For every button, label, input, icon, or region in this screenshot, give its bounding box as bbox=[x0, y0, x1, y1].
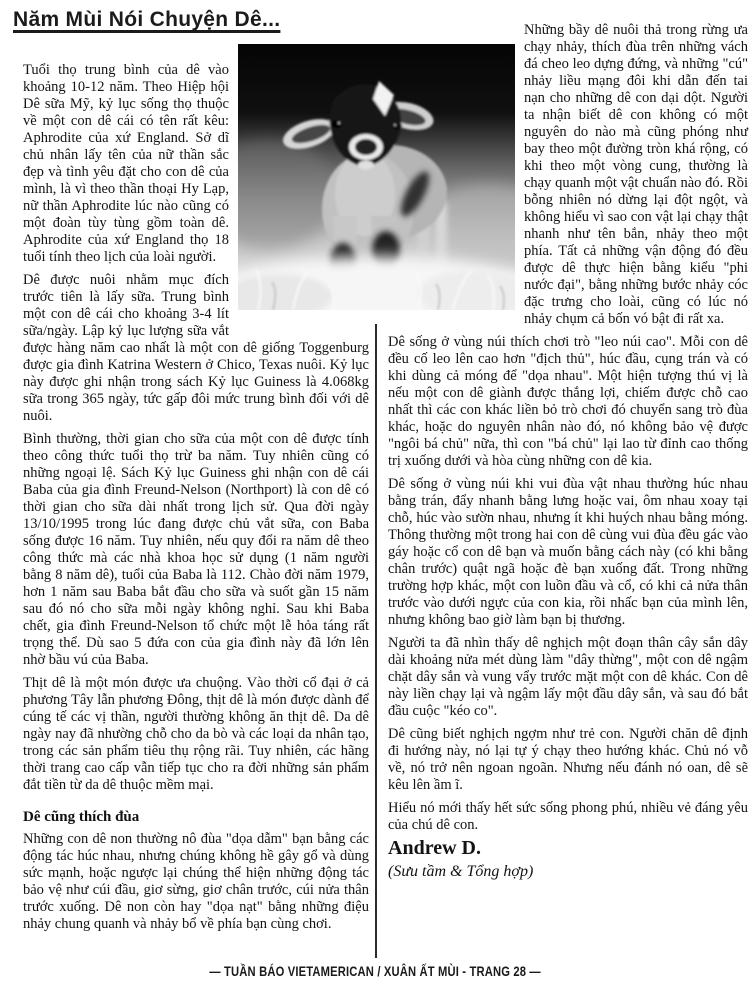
paragraph-forest-goats: Những bầy dê nuôi thả trong rừng ưa chạy nhảy, thích đùa trên những vách đá cheo leo dựng đứng, và những "cú" nhảy liều mạng đôi khi dẫn đến tai nạn cho những dê con dại dột. Người ta nhận biết dê con không có một nguyên do nào mà cũng phóng như bay theo một đường tròn khá rộng, có khi theo một vòng cung, thường là chạy quanh một vật chuẩn nào đó. Rồi bỗng nhiên nó dừng lại đột ngột, và không hiểu vì sao con vật lại chạy thật nhanh như tên bắn, nhảy theo một phía. Tất cả những vận động đó đều được dê thực hiện bằng kiểu "phi nước đại", bằng những bước nhảy cóc đặc trưng cho loài, cũng có lúc nó nhảy chụm cả bốn vó bật đi rất xa. bbox=[524, 22, 748, 327]
right-column bbox=[388, 22, 748, 886]
paragraph-goat-lifespan: Tuổi thọ trung bình của dê vào khoảng 10-12 năm. Theo Hiệp hội Dê sữa Mỹ, kỷ lục sống thọ thuộc về một con dê cái có tên rất kêu: Aphrodite của xứ England. Sở dĩ chủ nhân lấy tên của nữ thần sắc đẹp và tình yêu đặt cho con dê của mình, là vì theo thần thoại Hy Lạp, nữ thần Aphrodite lúc nào cũng có một đoàn tùy tùng gồm toàn dê. Aphrodite của xứ England thọ 18 tuổi tính theo lịch của loài người. bbox=[23, 62, 229, 265]
paragraph-wrestling: Dê sống ở vùng núi khi vui đùa vật nhau thường húc nhau bằng trán, đẩy nhanh bằng lưng hoặc vai, ôm nhau xoay tại chỗ, húc vào sườn nhau, nhưng ít khi huých nhau bằng móng. Thông thường một trong hai con dê cùng vui đùa đều gác vào gáy hoặc cổ con dê bạn và muốn bằng cách này (có khi bằng chân trước) quật ngã hoặc đè bạn xuống đất. Trong những trường hợp khác, một con luồn đầu và cổ, có khi cả nửa thân trước vào dưới ngực của con kia, rồi nhấc bạn của mình lên, nhưng không bao giờ làm bạn bị thương. bbox=[388, 476, 748, 628]
paragraph-closing: Hiểu nó mới thấy hết sức sống phong phú, nhiều vẻ đáng yêu của chú dê con. bbox=[388, 800, 748, 833]
paragraph-tug-of-war: Người ta đã nhìn thấy dê nghịch một đoạn thân cây sắn dây dài khoảng nửa mét dùng làm "dây thừng", một con dê ngậm chặt dây sắn và vung vẩy trước mặt một con dê khác. Con dê này liền chạy lại và ngậm lấy một đầu dây sắn, và sau đó bắt đầu cuộc "kéo co". bbox=[388, 635, 748, 719]
author-note: (Sưu tầm & Tổng hợp) bbox=[388, 863, 534, 880]
paragraph-baba-record: Bình thường, thời gian cho sữa của một con dê được tính theo công thức tuổi thọ trừ ba năm. Tuy nhiên cũng có những ngoại lệ. Sách Kỷ lục Guiness ghi nhận con dê cái Baba của gia đình Freund-Nelson (Northport) là con dê có thời gian cho sữa dài nhất trong lịch sử. Qua đời ngày 13/10/1995 trong lúc đang được chủ vắt sữa, con Baba sống được 16 năm. Tuy nhiên, nếu quy đổi ra năm dê theo công thức mà các nhà khoa học sử dụng (1 năm người bằng 8 năm dê), tuổi của Baba là 112. Chào đời năm 1979, hơn 1 năm sau Baba bắt đầu cho sữa và suốt gần 15 năm sau đó nó cho sữa mỗi ngày không nghỉ. Sau khi Baba chết, gia đình Freund-Nelson tổ chức một lễ hỏa táng rất trọng thể. Dù sao 5 đứa con của gia đình này đã lớn lên nhờ bầu vú của Baba. bbox=[23, 431, 369, 668]
page-footer bbox=[0, 963, 750, 979]
article-title: Năm Mùi Nói Chuyện Dê... bbox=[13, 8, 281, 31]
column-divider bbox=[375, 324, 377, 958]
section-heading: Dê cũng thích đùa bbox=[23, 809, 140, 825]
paragraph-mountain-game: Dê sống ở vùng núi thích chơi trò "leo núi cao". Mỗi con dê đều cố leo lên cao hơn "địch thủ", húc đầu, cụng trán và có khi dùng cả móng để "dọa nhau". Một hiện tượng thú vị là nếu một con dê giành được thắng lợi, chiếm được chỗ cao nhất thì các con khác liền bỏ trò chơi đó chuyển sang trò đùa khác, hoặc do nguyên nhân nào đó, nó không bảo vệ được "ngôi bá chủ" nữa, thì con "bá chủ" lại lao từ đỉnh cao thống trị xuống dưới và hòa cùng những con dê kia. bbox=[388, 334, 748, 469]
paragraph-mischief: Dê cũng biết nghịch ngợm như trẻ con. Người chăn dê định đi hướng này, nó lại tự ý chạy theo hướng khác. Chủ nó vỗ về, nó trở nên ngoan ngoãn. Nhưng nếu đánh nó oan, dê sẽ kêu lên ầm ĩ. bbox=[388, 726, 748, 793]
page-footer-text: — TUẦN BÁO VIETAMERICAN / XUÂN ẤT MÙI - TRANG 28 — bbox=[209, 963, 541, 979]
paragraph-goat-meat: Thịt dê là một món được ưa chuộng. Vào thời cổ đại ở cả phương Tây lẫn phương Đông, thịt dê là món được dành để cúng tế các vị thần, người thường không ăn thịt dê. Da dê ngày nay đã nhường chỗ cho da bò và các loại da nhân tạo, trong các sản phẩm tiêu thụ rộng rãi. Tuy nhiên, các hãng thời trang cao cấp vẫn tiếp tục cho ra đời những sản phẩm đắt tiền từ da dê thuộc mềm mại. bbox=[23, 675, 369, 793]
left-column bbox=[23, 62, 369, 939]
paragraph-goat-milk: Dê được nuôi nhằm mục đích trước tiên là lấy sữa. Trung bình một con dê cái cho khoảng 3-4 lít sữa/ngày. Lập kỷ lục lượng sữa vắt được hàng năm cao nhất là một con dê giống Toggenburg được gia đình Katrina Western ở Chico, Texas nuôi. Kỷ lục này được ghi nhận trong sách Kỷ lục Guiness là 4.068kg sữa trong 365 ngày, tức gấp đôi mức trung bình đối với dê nuôi. bbox=[23, 272, 369, 424]
paragraph-young-goats-play: Những con dê non thường nô đùa "dọa dẫm" bạn bằng các động tác húc nhau, nhưng chúng không hề gây gổ và dùng sức mạnh, hoặc ngược lại chúng thể hiện những động tác bảo vệ như cúi đầu, giơ sừng, giơ chân trước, cúi nửa thân trước xuống. Dê non còn hay "dọa nạt" bằng những điệu nhảy chung quanh và nhảy bổ về phía bạn cùng chơi. bbox=[23, 831, 369, 932]
photo-text-wrap-spacer bbox=[229, 62, 369, 324]
photo-text-wrap-spacer bbox=[388, 22, 524, 314]
author-name: Andrew D. bbox=[388, 837, 481, 859]
